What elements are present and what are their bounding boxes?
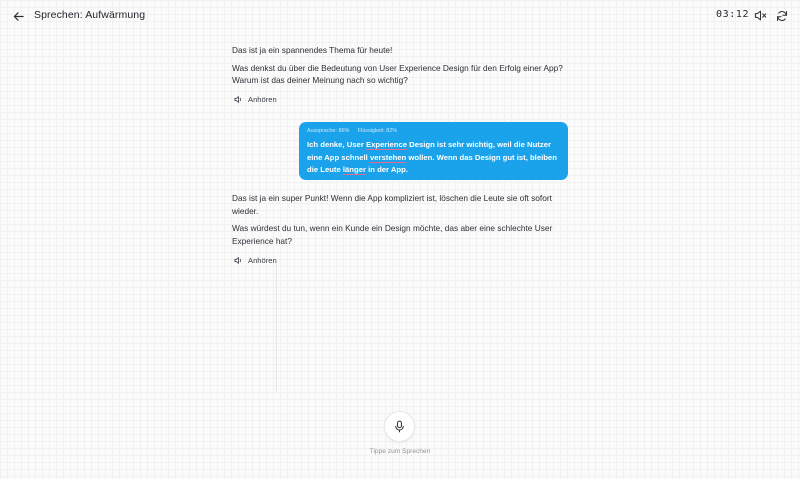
message-paragraph: Was würdest du tun, wenn ein Kunde ein Design möchte, das aber eine schlechte User Experience hat? [232, 223, 553, 246]
mute-button[interactable] [754, 9, 768, 23]
fluency-score: Flüssigkeit: 82% [357, 128, 398, 134]
message-paragraph: Was denkst du über die Bedeutung von User Experience Design für den Erfolg einer App? Warum ist das deiner Meinung nach so wichtig? [232, 62, 563, 85]
listen-label: Anhören [248, 95, 277, 104]
microphone-button[interactable] [384, 411, 415, 442]
message-paragraph: Das ist ja ein super Punkt! Wenn die App kompliziert ist, löschen die Leute sie oft sofort wieder. [232, 193, 552, 216]
highlighted-word[interactable]: verstehen [369, 152, 407, 162]
pronunciation-score: Aussprache: 86% [307, 128, 350, 134]
listen-button[interactable] [234, 95, 277, 104]
top-bar [0, 0, 800, 32]
user-reply-bubble [299, 122, 568, 180]
back-button[interactable] [11, 9, 25, 23]
microphone-icon [393, 420, 406, 433]
mic-hint: Tippe zum Sprechen [369, 448, 431, 455]
utterance-text: Ich denke, User [307, 140, 366, 149]
highlighted-word[interactable]: länger [342, 165, 366, 174]
restart-button[interactable] [776, 9, 789, 22]
session-timer: 03:12 [716, 9, 750, 20]
page-title: Sprechen: Aufwärmung [34, 9, 146, 21]
speaker-icon [234, 256, 243, 265]
speaker-icon [234, 95, 243, 104]
speaker-muted-icon [754, 9, 767, 22]
refresh-icon [776, 10, 788, 22]
listen-label: Anhören [248, 256, 277, 265]
divider [276, 262, 277, 392]
arrow-left-icon [13, 11, 24, 22]
highlighted-word[interactable]: Experience [365, 140, 407, 149]
utterance-text: Design ist sehr wichtig, weil die Nutzer eine App schnell [307, 140, 551, 162]
assistant-message [232, 44, 572, 87]
utterance-text: in der App. [365, 165, 408, 174]
listen-button[interactable] [234, 256, 277, 265]
utterance-text: wollen. Wenn das Design gut ist, bleiben die Leute [307, 152, 557, 174]
assistant-message [232, 192, 572, 247]
user-utterance [307, 139, 560, 177]
score-row [307, 127, 560, 136]
message-paragraph: Das ist ja ein spannendes Thema für heute! [232, 45, 393, 55]
